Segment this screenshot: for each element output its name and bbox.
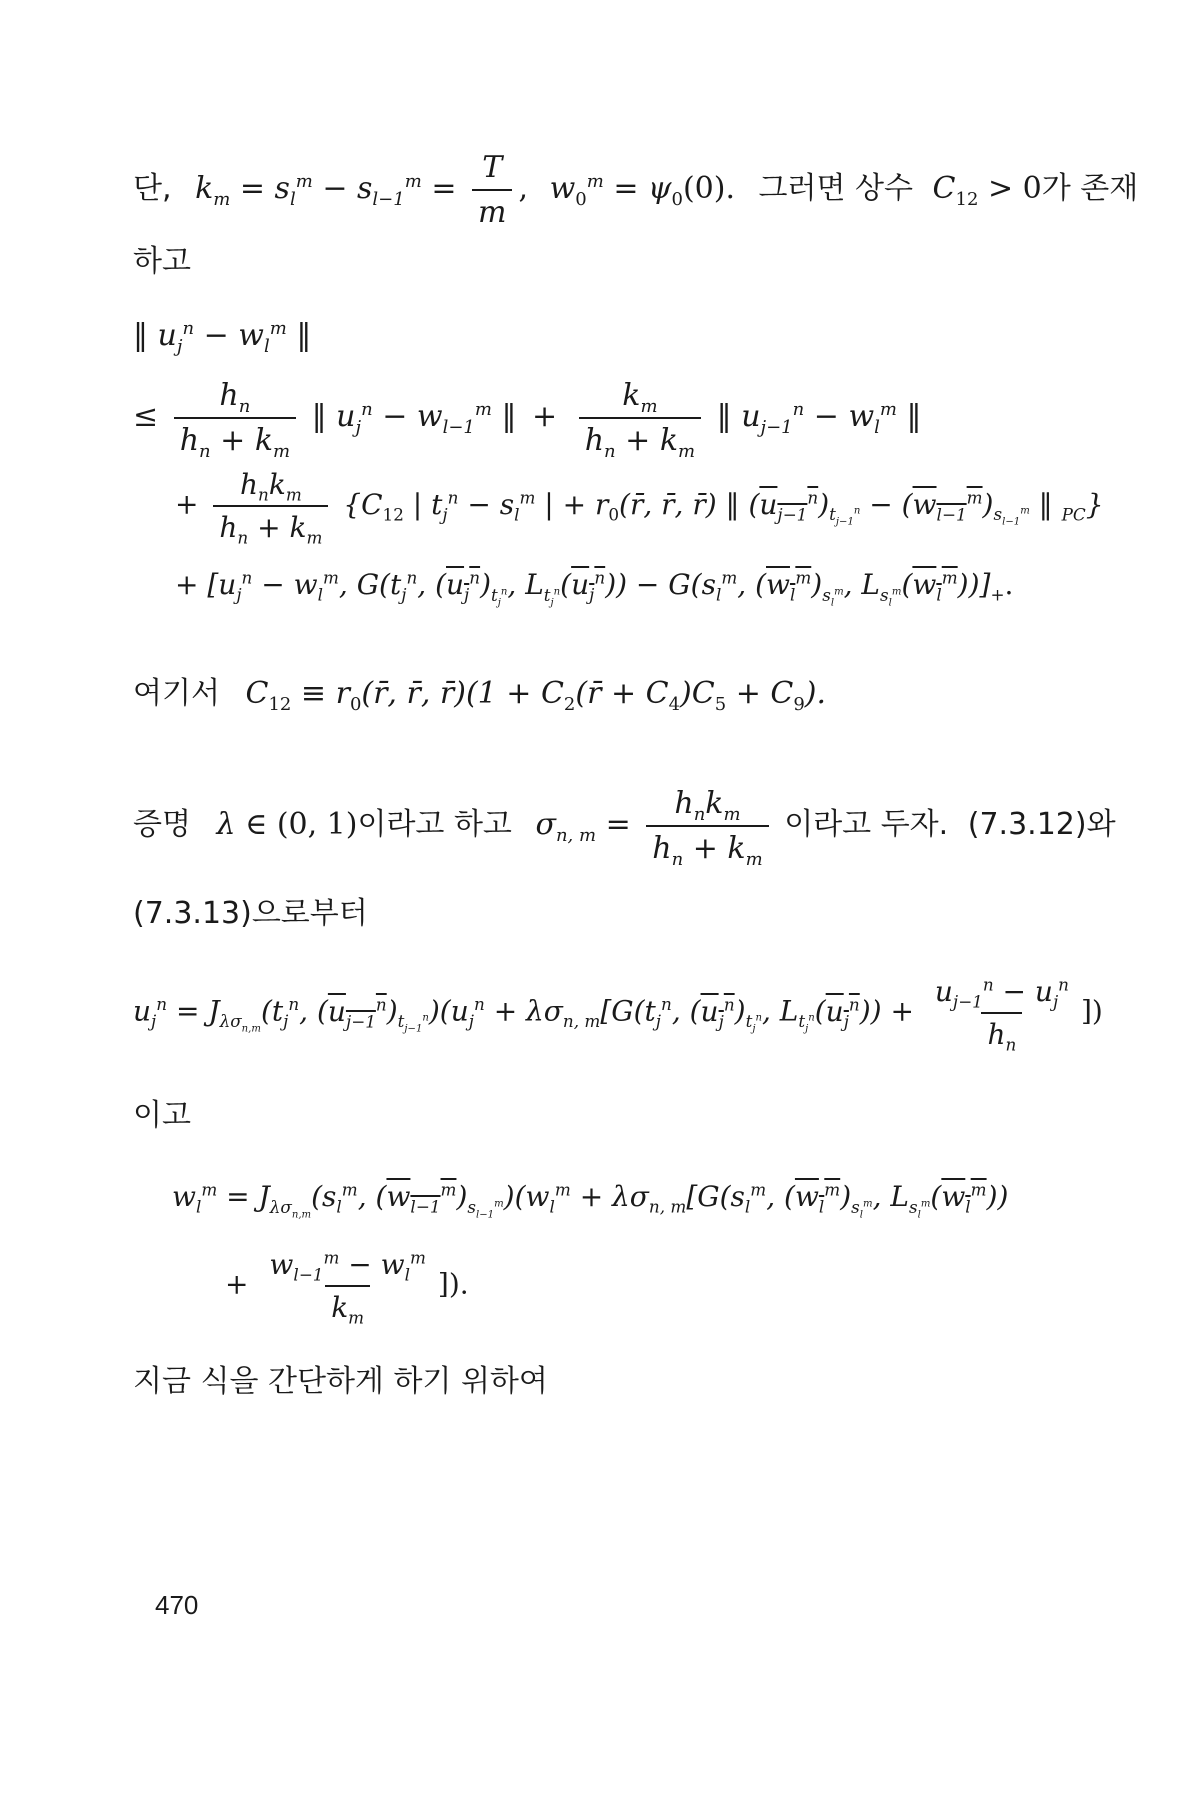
igo-text: 이고 bbox=[133, 1098, 191, 1133]
equation-u-resolvent: $u_j^n = J_{\lambda\sigma_{n,m}}(t_j^n$, $(u_{j-1}^n)_{t_{j-1}^n})(u_j^n + \lambda\sigma_{n, m}[G(t_j^n$, $(u_j^n)_{t_j^n}$, $L_{t_j^n}(u_j^n)$) + $\frac{u_{j-1}^n - u_j^n}{h_n}$ ]) bbox=[133, 974, 1103, 1055]
dan-label: 단, bbox=[133, 171, 172, 206]
exists-text: 가 존재 bbox=[1041, 171, 1139, 206]
page-number: 470 bbox=[155, 1590, 199, 1620]
equation-w-resolvent-line1: $w_l^m = J_{\lambda\sigma_{n,m}}(s_l^m$, $(w_{l-1}^m)_{s_{l-1}^m})(w_l^m + \lambda\sigma_{n, m}[G(s_l^m$, $(w_l^m)_{s_l^m}$, $L_{s_l^m}(w_l^m)$) bbox=[172, 1179, 1009, 1220]
refs-a-text: (7.3.12)와 bbox=[967, 807, 1116, 842]
let-sigma-text: 이라고 두자. bbox=[784, 807, 949, 842]
then-const-text: 그러면 상수 bbox=[758, 171, 913, 206]
proof-label: 증명 bbox=[133, 807, 191, 842]
definition-line: 단, $k_m = s_l^m - s_{l-1}^m$ = $\frac{T}{m}$ , $w_0^m = \psi_0(0)$. 그러면 상수 $C_{12} > 0$가 존재 bbox=[133, 150, 1139, 230]
let-lambda-text: 이라고 하고 bbox=[357, 807, 512, 842]
equation-w-resolvent-line2: + $\frac{w_{l-1}^m - w_l^m}{k_m}$ ]). bbox=[225, 1247, 469, 1328]
equation-ineq-line3: + [$u_j^n - w_l^m$, $G(t_j^n$, $(u_j^n)_{t_j^n}$, $L_{t_j^n}(u_j^n)) - G(s_l^m$, $(w_l^m)_{s_l^m}$, $L_{s_l^m}(w_l^m))]_+$. bbox=[175, 567, 1014, 608]
where-line: 여기서 $C_{12}$ ≡ $r_0(r̄$, r̄, r̄)(1 + $C_2(r̄ + C_4)C_5 + C_9$). bbox=[133, 676, 827, 715]
where-text: 여기서 bbox=[133, 676, 220, 711]
refs-b-text: (7.3.13)으로부터 bbox=[133, 896, 368, 931]
proof-line: 증명 λ ∈ (0, 1)이라고 하고 $\sigma_{n, m}$ = $\frac{h_nk_m}{h_n + k_m}$ 이라고 두자. (7.3.12)와 bbox=[133, 786, 1116, 870]
equation-ineq-line1: ≤ $\frac{h_n}{h_n + k_m}$ ‖ $u_j^n - w_{l-1}^m$ ‖ + $\frac{k_m}{h_n + k_m}$ ‖ $u_{j-1}^n - w_l^m$ ‖ bbox=[133, 378, 922, 462]
equation-norm-lhs: ‖ $u_j^n - w_l^m$ ‖ bbox=[133, 318, 312, 357]
fraction-T-over-m: $\frac{T}{m}$ bbox=[472, 150, 512, 230]
hago-text: 하고 bbox=[133, 244, 191, 279]
simplify-text: 지금 식을 간단하게 하기 위하여 bbox=[133, 1364, 548, 1399]
equation-ineq-line2: + $\frac{h_nk_m}{h_n + k_m}$ {$C_{12}$ | $t_j^n - s_l^m$ | + $r_0(r̄$, r̄, r̄) ‖ $(u_{j-1}^n)_{t_{j-1}^n} - (w_{l-1}^m)_{s_{l-1}^m}$ ‖ $_{PC}$} bbox=[175, 468, 1104, 548]
